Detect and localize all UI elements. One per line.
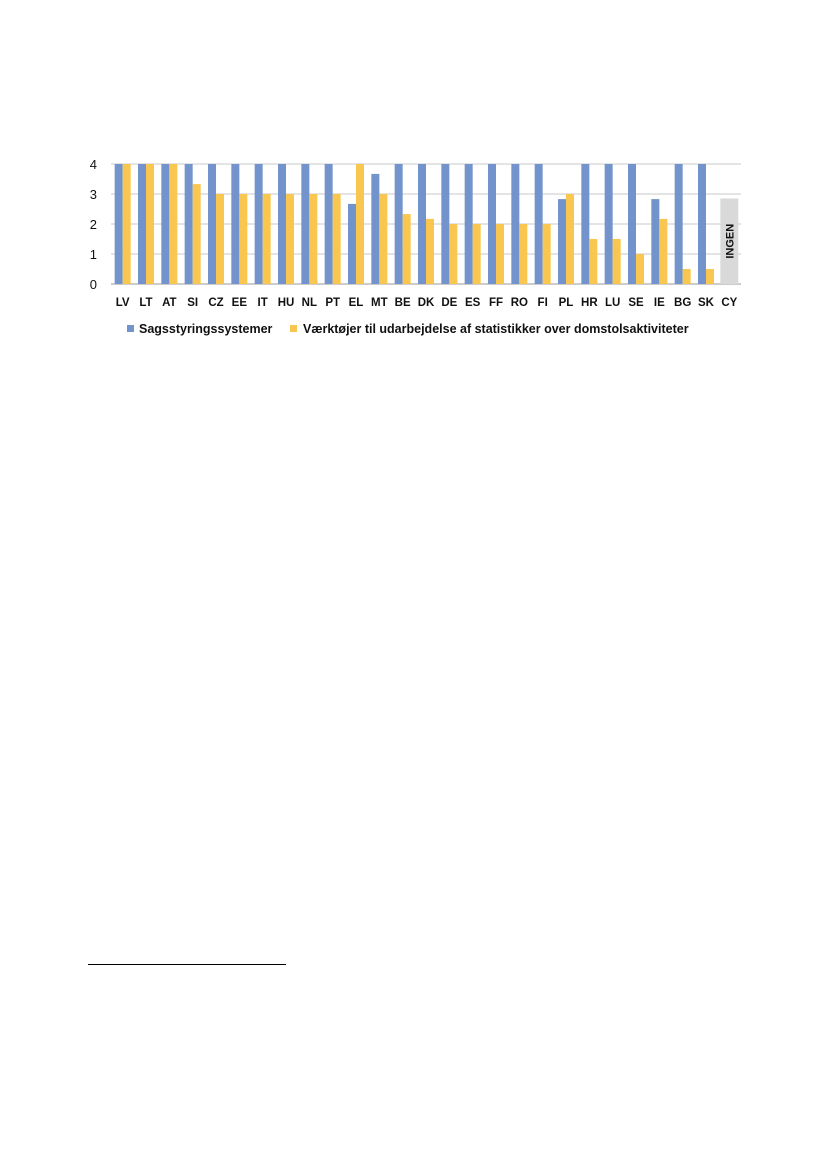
x-tick-label: NL: [301, 297, 318, 309]
bar-bg-sagsstyring: [675, 164, 683, 284]
x-tick-label: SE: [628, 297, 644, 309]
bar-it-sagsstyring: [255, 164, 263, 284]
x-tick-label: LV: [115, 297, 130, 309]
bar-at-sagsstyring: [161, 164, 169, 284]
bar-es-sagsstyring: [465, 164, 473, 284]
y-tick-label: 2: [89, 217, 97, 232]
x-tick-label: LT: [139, 297, 153, 309]
bar-ee-statistik: [239, 194, 247, 284]
y-tick-label: 1: [89, 247, 97, 262]
bar-si-statistik: [193, 184, 201, 284]
bar-pt-statistik: [333, 194, 341, 284]
x-tick-label: CZ: [208, 297, 224, 309]
bar-lt-sagsstyring: [138, 164, 146, 284]
x-tick-label: IT: [257, 297, 268, 309]
bar-lv-sagsstyring: [115, 164, 123, 284]
y-axis-ticks: [90, 157, 97, 292]
bar-at-statistik: [169, 164, 177, 284]
bar-ff-sagsstyring: [488, 164, 496, 284]
y-tick-label: 4: [89, 157, 97, 172]
bar-el-sagsstyring: [348, 204, 356, 284]
x-tick-label: EE: [231, 297, 248, 309]
bar-se-sagsstyring: [628, 164, 636, 284]
bar-el-statistik: [356, 164, 364, 284]
y-tick-label: 3: [89, 187, 97, 202]
legend: [127, 322, 689, 336]
legend-label-statistik: Værktøjer til udarbejdelse af statistikker over domstolsaktiviteter: [303, 322, 689, 336]
x-tick-label: HU: [277, 297, 295, 309]
bar-fi-statistik: [543, 224, 551, 284]
bar-fi-sagsstyring: [535, 164, 543, 284]
x-tick-label: SI: [187, 297, 199, 309]
legend-swatch-statistik: [290, 325, 297, 332]
bar-be-sagsstyring: [395, 164, 403, 284]
bar-sk-statistik: [706, 269, 714, 284]
legend-swatch-sagsstyring: [127, 325, 134, 332]
x-tick-label: SK: [698, 297, 714, 309]
bar-de-statistik: [449, 224, 457, 284]
x-tick-label: FF: [488, 297, 504, 309]
x-tick-label: BE: [394, 297, 411, 309]
x-tick-label: HR: [581, 297, 598, 309]
bar-hr-statistik: [589, 239, 597, 284]
x-tick-label: BG: [674, 297, 692, 309]
bar-pl-statistik: [566, 194, 574, 284]
bar-hu-statistik: [286, 194, 294, 284]
bar-it-statistik: [263, 194, 271, 284]
not-available-label: INGEN: [724, 223, 737, 259]
bar-ie-statistik: [659, 219, 667, 284]
bar-cz-sagsstyring: [208, 164, 216, 284]
bar-be-statistik: [403, 214, 411, 284]
x-tick-label: FI: [537, 297, 548, 309]
x-tick-label: DE: [441, 297, 458, 309]
x-tick-label: EL: [348, 297, 364, 309]
chart: [0, 0, 827, 380]
bar-nl-sagsstyring: [301, 164, 309, 284]
x-tick-label: DK: [417, 297, 435, 309]
x-tick-label: LU: [604, 297, 621, 309]
bar-pt-sagsstyring: [325, 164, 333, 284]
x-tick-label: PT: [325, 297, 341, 309]
x-tick-label: ES: [464, 297, 481, 309]
footnote-separator: [88, 964, 286, 965]
x-tick-label: CY: [721, 297, 738, 309]
y-tick-label: 0: [89, 277, 97, 292]
x-axis-ticks: [116, 297, 738, 309]
legend-label-sagsstyring: Sagsstyringssystemer: [139, 322, 273, 336]
bar-es-statistik: [473, 224, 481, 284]
x-tick-label: IE: [653, 297, 665, 309]
bar-ie-sagsstyring: [651, 199, 659, 284]
bar-hu-sagsstyring: [278, 164, 286, 284]
bar-lu-sagsstyring: [605, 164, 613, 284]
bar-pl-sagsstyring: [558, 199, 566, 284]
bar-cz-statistik: [216, 194, 224, 284]
bar-ro-sagsstyring: [511, 164, 519, 284]
bar-ee-sagsstyring: [231, 164, 239, 284]
x-tick-label: RO: [510, 297, 528, 309]
bar-hr-sagsstyring: [581, 164, 589, 284]
bar-dk-statistik: [426, 219, 434, 284]
bar-lu-statistik: [613, 239, 621, 284]
bar-sk-sagsstyring: [698, 164, 706, 284]
bar-ff-statistik: [496, 224, 504, 284]
bar-bg-statistik: [683, 269, 691, 284]
x-tick-label: PL: [558, 297, 574, 309]
bar-ro-statistik: [519, 224, 527, 284]
bar-dk-sagsstyring: [418, 164, 426, 284]
x-tick-label: AT: [162, 297, 177, 309]
bar-lv-statistik: [123, 164, 131, 284]
bar-de-sagsstyring: [441, 164, 449, 284]
bar-lt-statistik: [146, 164, 154, 284]
bar-se-statistik: [636, 254, 644, 284]
bar-nl-statistik: [309, 194, 317, 284]
bar-mt-statistik: [379, 194, 387, 284]
bar-si-sagsstyring: [185, 164, 193, 284]
bar-mt-sagsstyring: [371, 174, 379, 284]
x-tick-label: MT: [371, 297, 388, 309]
